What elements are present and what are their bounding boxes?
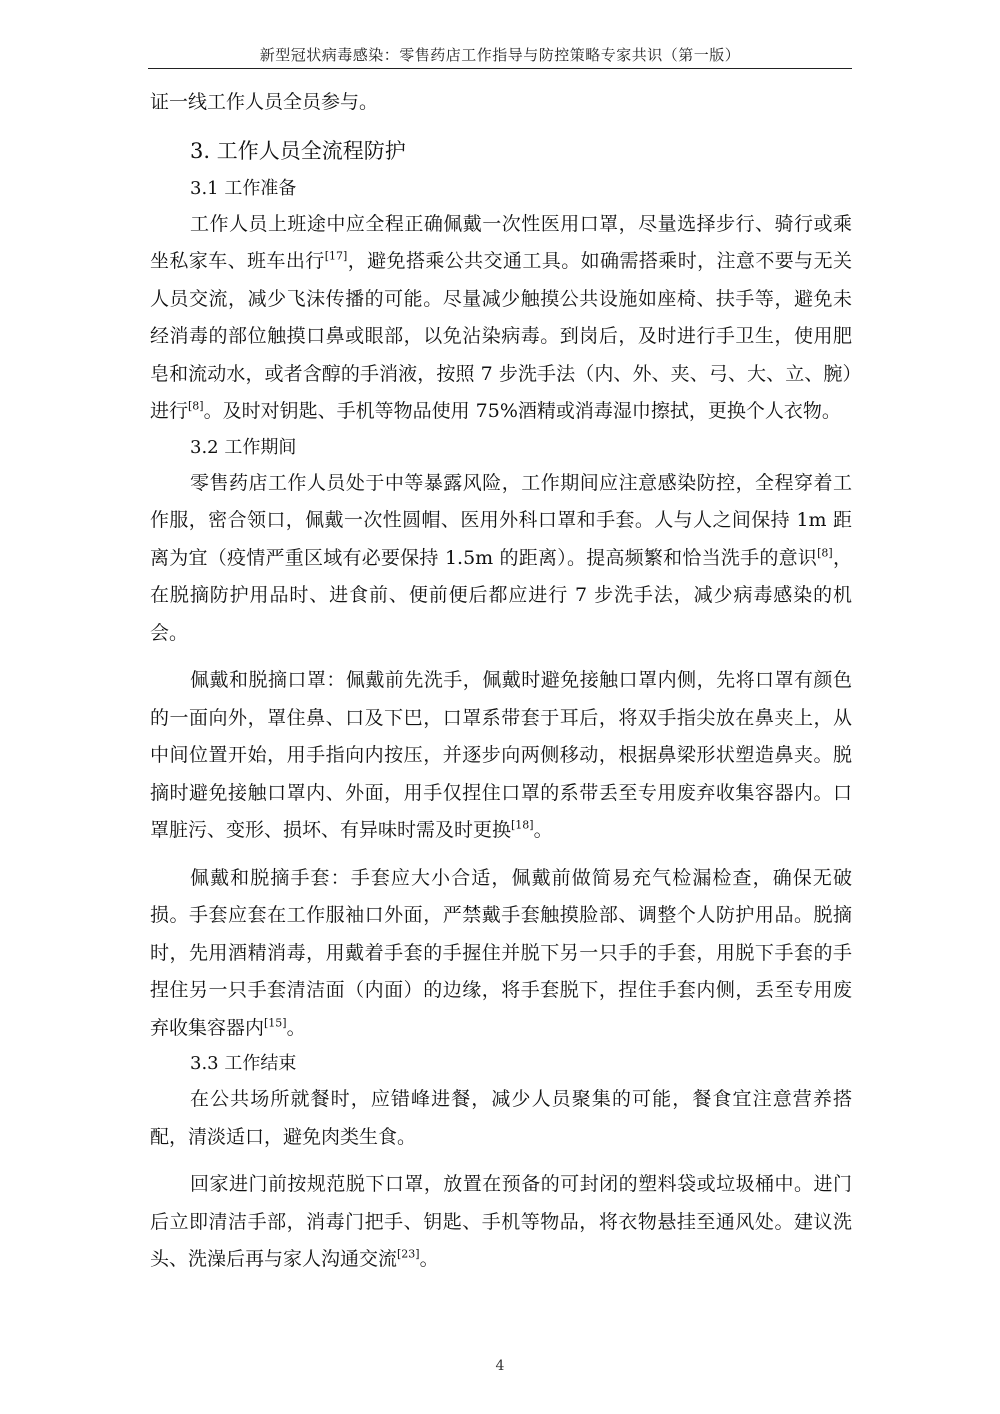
paragraph-mask [150,662,852,850]
citation: [8] [188,399,204,413]
paragraph-gloves [150,860,852,1048]
citation: [17] [324,249,348,263]
running-header: 新型冠状病毒感染：零售药店工作指导与防控策略专家共识（第一版） [259,46,741,64]
text: 回家进门前按规范脱下口罩，放置在预备的可封闭的塑料袋或垃圾桶中。进门后立即清洁手部，消毒门把手、钥匙、手机等物品，将衣物悬挂至通风处。建议洗头、洗澡后再与家人沟通交流 [150,1173,852,1270]
text: 。 [533,819,553,841]
citation: [8] [817,546,833,560]
paragraph-work-preparation [150,206,852,431]
text: 。 [419,1248,439,1270]
paragraph-return-home [150,1166,852,1279]
text: 零售药店工作人员处于中等暴露风险，工作期间应注意感染防控，全程穿着工作服，密合领口，佩戴一次性圆帽、医用外科口罩和手套。人与人之间保持 1m 距离为宜（疫情严重区域有必要保持 1.5m 的距离）。提高频繁和恰当洗手的意识 [150,471,852,569]
citation: [18] [511,818,534,832]
subsection-heading-3-2: 3.2 工作期间 [190,436,297,458]
text: 佩戴和脱摘手套：手套应大小合适，佩戴前做简易充气检漏检查，确保无破损。手套应套在工作服袖口外面，严禁戴手套触摸脸部、调整个人防护用品。脱摘时，先用酒精消毒，用戴着手套的手握住并脱下另一只手的手套，用脱下手套的手捏住另一只手套清洁面（内面）的边缘，将手套脱下，捏住手套内侧，丢至专用废弃收集容器内 [150,866,852,1039]
subsection-heading-3-1: 3.1 工作准备 [190,177,297,199]
paragraph-continuation: 证一线工作人员全员参与。 [150,91,379,113]
subsection-heading-3-3: 3.3 工作结束 [190,1053,297,1074]
section-heading-3: 3. 工作人员全流程防护 [190,138,406,163]
text: ，在脱摘防护用品时、进食前、便前便后都应进行 7 步洗手法，减少病毒感染的机会。 [150,546,852,644]
paragraph-work-period [150,465,852,653]
text: 佩戴和脱摘口罩：佩戴前先洗手，佩戴时避免接触口罩内侧，先将口罩有颜色的一面向外，罩住鼻、口及下巴，口罩系带套于耳后，将双手指尖放在鼻夹上，从中间位置开始，用手指向内按压，并逐步向两侧移动，根据鼻梁形状塑造鼻夹。脱摘时避免接触口罩内、外面，用手仅捏住口罩的系带丢至专用废弃收集容器内。口罩脏污、变形、损坏、有异味时需及时更换 [150,669,852,841]
paragraph-dining: 在公共场所就餐时，应错峰进餐，减少人员聚集的可能，餐食宜注意营养搭配，清淡适口，避免肉类生食。 [150,1088,852,1148]
text: ，避免搭乘公共交通工具。如确需搭乘时，注意不要与无关人员交流，减少飞沫传播的可能。尽量减少触摸公共设施如座椅、扶手等，避免未经消毒的部位触摸口鼻或眼部，以免沾染病毒。到岗后，及时进行手卫生，使用肥皂和流动水，或者含醇的手消液，按照 7 步洗手法（内、外、夹、弓、大、立、腕）进行 [150,250,852,422]
document-body [150,84,852,1279]
page-number: 4 [495,1358,505,1374]
citation: [23] [397,1247,420,1261]
header-divider [148,68,852,69]
text: 工作人员上班途中应全程正确佩戴一次性医用口罩，尽量选择步行、骑行或乘坐私家车、班车出行 [150,212,852,272]
citation: [15] [264,1016,287,1030]
text: 。及时对钥匙、手机等物品使用 75%酒精或消毒湿巾擦拭，更换个人衣物。 [203,400,841,422]
text: 。 [286,1016,306,1039]
